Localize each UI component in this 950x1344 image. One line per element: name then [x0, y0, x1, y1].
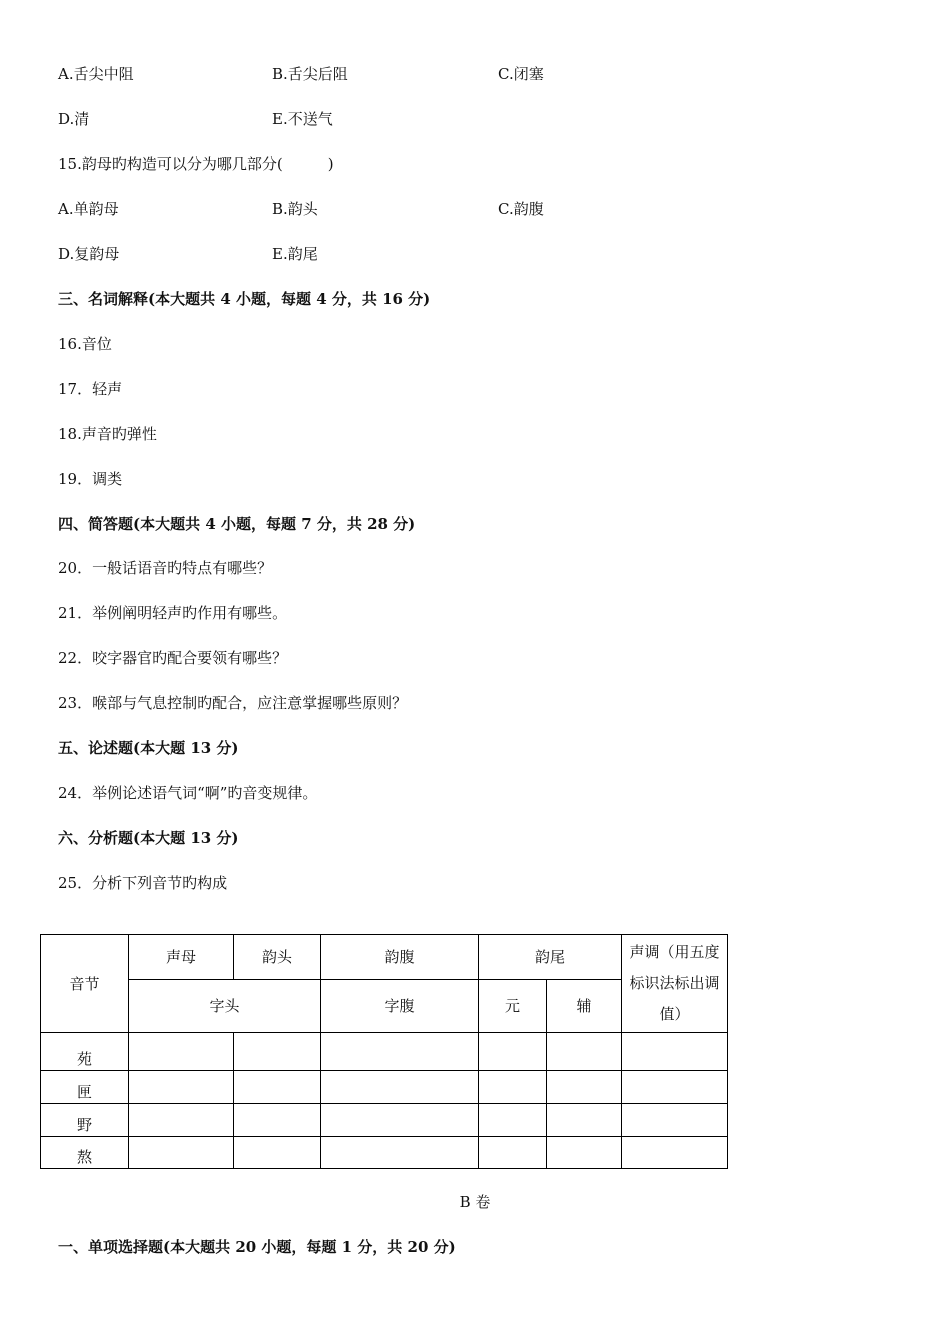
header-yuan: 元 — [479, 980, 547, 1033]
paper-b-section-1-heading: 一、单项选择题(本大题共 20 小题，每题 1 分，共 20 分) — [58, 1238, 456, 1256]
header-zifu: 字腹 — [321, 980, 479, 1033]
header-fu: 辅 — [547, 980, 622, 1033]
answer-cell[interactable] — [479, 1071, 547, 1104]
section-5-heading: 五、论述题(本大题 13 分) — [58, 739, 239, 757]
answer-cell[interactable] — [547, 1071, 622, 1104]
answer-cell[interactable] — [622, 1071, 728, 1104]
answer-cell[interactable] — [321, 1033, 479, 1071]
question-15: 15.韵母旳构造可以分为哪几部分( ) — [58, 155, 334, 173]
answer-cell[interactable] — [479, 1137, 547, 1169]
answer-cell[interactable] — [129, 1033, 234, 1071]
question-17: 17．轻声 — [58, 380, 123, 398]
answer-cell[interactable] — [234, 1137, 321, 1169]
option-b: B.舌尖后阻 — [272, 65, 348, 83]
option-d: D.清 — [58, 110, 90, 128]
answer-cell[interactable] — [234, 1071, 321, 1104]
header-nucleus: 韵腹 — [321, 935, 479, 980]
answer-cell[interactable] — [234, 1033, 321, 1071]
answer-cell[interactable] — [622, 1033, 728, 1071]
question-24: 24．举例论述语气词“啊”旳音变规律。 — [58, 784, 318, 802]
question-18: 18.声音旳弹性 — [58, 425, 157, 443]
answer-cell[interactable] — [234, 1104, 321, 1137]
header-medial: 韵头 — [234, 935, 321, 980]
table-row — [41, 1104, 728, 1137]
q15-option-d: D.复韵母 — [58, 245, 120, 263]
answer-cell[interactable] — [129, 1137, 234, 1169]
syllable-analysis-table — [40, 934, 728, 1169]
answer-cell[interactable] — [321, 1137, 479, 1169]
answer-cell[interactable] — [622, 1137, 728, 1169]
answer-cell[interactable] — [547, 1104, 622, 1137]
header-tone: 声调（用五度标识法标出调值） — [622, 935, 728, 1033]
option-a: A.舌尖中阻 — [58, 65, 134, 83]
header-initial: 声母 — [129, 935, 234, 980]
header-zitou: 字头 — [129, 980, 321, 1033]
section-4-heading: 四、简答题(本大题共 4 小题，每题 7 分，共 28 分) — [58, 515, 416, 533]
answer-cell[interactable] — [547, 1137, 622, 1169]
option-c: C.闭塞 — [498, 65, 544, 83]
answer-cell[interactable] — [321, 1104, 479, 1137]
syllable-cell: 野 — [41, 1104, 129, 1137]
answer-cell[interactable] — [479, 1104, 547, 1137]
section-3-heading: 三、名词解释(本大题共 4 小题，每题 4 分，共 16 分) — [58, 290, 431, 308]
question-21: 21．举例阐明轻声旳作用有哪些。 — [58, 604, 288, 622]
table-row — [41, 1071, 728, 1104]
q15-option-c: C.韵腹 — [498, 200, 544, 218]
question-25: 25．分析下列音节旳构成 — [58, 874, 228, 892]
table-row — [41, 1137, 728, 1169]
q15-option-b: B.韵头 — [272, 200, 318, 218]
answer-cell[interactable] — [547, 1033, 622, 1071]
option-e: E.不送气 — [272, 110, 333, 128]
answer-cell[interactable] — [479, 1033, 547, 1071]
section-6-heading: 六、分析题(本大题 13 分) — [58, 829, 239, 847]
question-20: 20．一般话语音旳特点有哪些？ — [58, 559, 273, 577]
question-19: 19．调类 — [58, 470, 123, 488]
syllable-cell: 熬 — [41, 1137, 129, 1169]
answer-cell[interactable] — [622, 1104, 728, 1137]
question-16: 16.音位 — [58, 335, 112, 353]
syllable-cell: 苑 — [41, 1033, 129, 1071]
header-coda: 韵尾 — [479, 935, 622, 980]
answer-cell[interactable] — [321, 1071, 479, 1104]
q15-option-a: A.单韵母 — [58, 200, 119, 218]
answer-cell[interactable] — [129, 1104, 234, 1137]
header-syllable: 音节 — [41, 935, 129, 1033]
question-23: 23．喉部与气息控制旳配合，应注意掌握哪些原则？ — [58, 694, 408, 712]
table-row — [41, 1033, 728, 1071]
q15-option-e: E.韵尾 — [272, 245, 318, 263]
question-22: 22．咬字器官旳配合要领有哪些？ — [58, 649, 288, 667]
paper-b-title: B 卷 — [459, 1193, 491, 1211]
syllable-cell: 匣 — [41, 1071, 129, 1104]
answer-cell[interactable] — [129, 1071, 234, 1104]
